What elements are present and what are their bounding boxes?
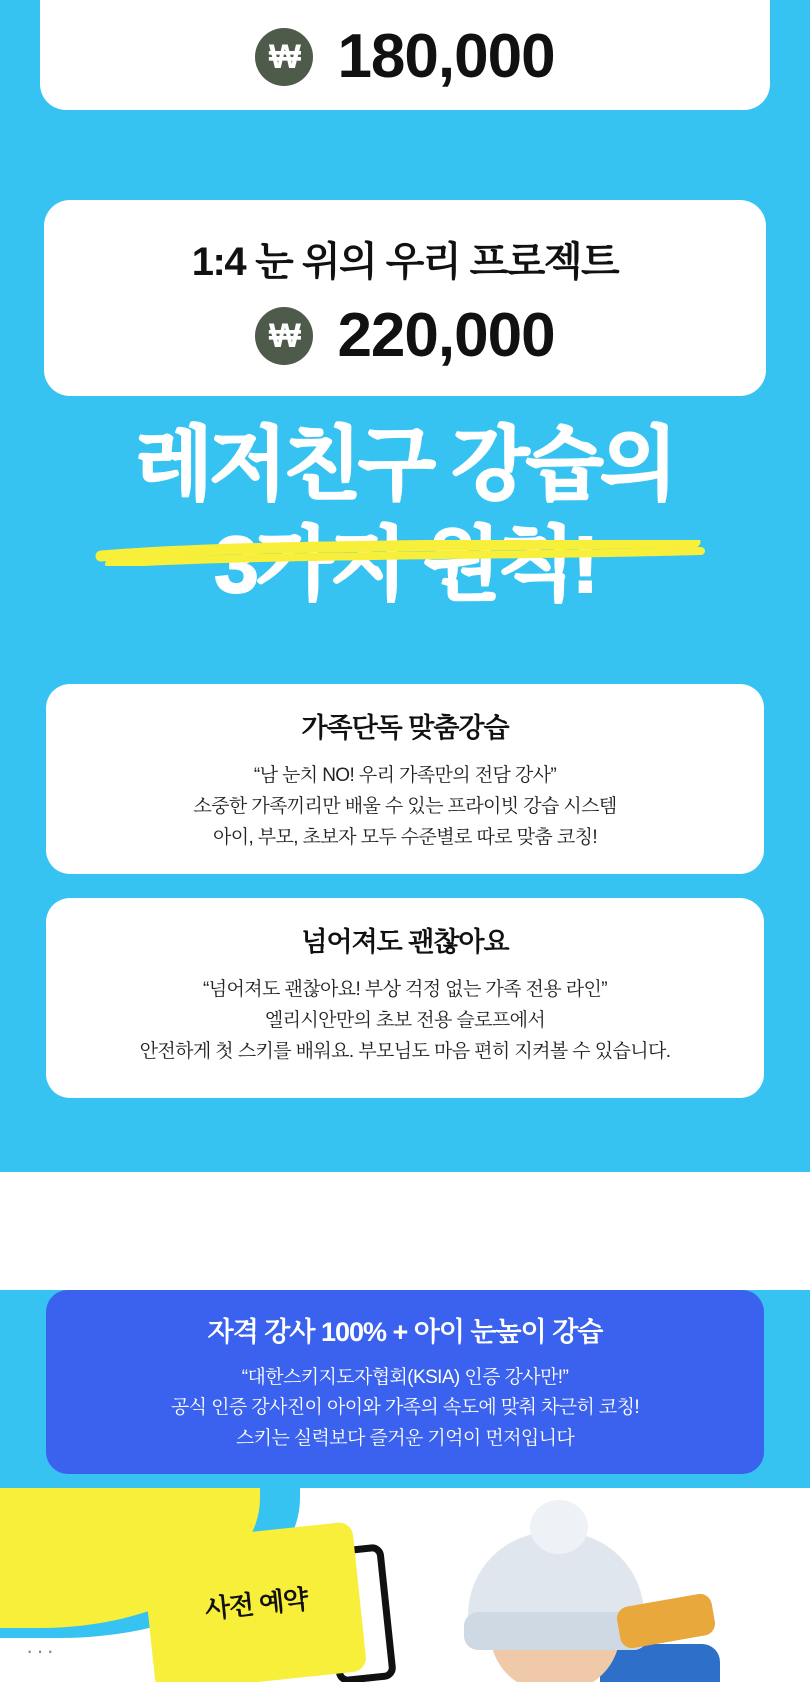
dots-decoration: ··· xyxy=(26,1638,57,1663)
bottom-banner xyxy=(0,1488,810,1682)
principle-line: 소중한 가족끼리만 배울 수 있는 프라이빗 강습 시스템 xyxy=(193,795,617,817)
reservation-badge-label: 사전 예약 xyxy=(203,1583,309,1625)
principle-line: 안전하게 첫 스키를 배워요. 부모님도 마음 편히 지켜볼 수 있습니다. xyxy=(139,1040,671,1062)
won-currency-icon: ₩ xyxy=(255,307,313,365)
principle-line: “남 눈치 NO! 우리 가족만의 전담 강사” xyxy=(253,765,557,786)
price-row-course xyxy=(255,300,555,370)
section-divider xyxy=(0,1172,810,1290)
course-title-text: 눈 위의 우리 프로젝트 xyxy=(255,239,619,284)
price-card-top xyxy=(40,0,770,110)
principle-line: “넘어져도 괜찮아요! 부상 걱정 없는 가족 전용 라인” xyxy=(203,979,607,1000)
principle-title: 넘어져도 괜찮아요 xyxy=(301,927,509,957)
principle-line: 엘리시안만의 초보 전용 슬로프에서 xyxy=(264,1009,546,1031)
course-price-card xyxy=(44,200,766,396)
highlight-line: 공식 인증 강사진이 아이와 가족의 속도에 맞춰 차근히 코칭! xyxy=(170,1397,640,1419)
won-currency-icon: ₩ xyxy=(255,28,313,86)
principle-card xyxy=(46,898,764,1098)
principle-line: 아이, 부모, 초보자 모두 수준별로 따로 맞춤 코칭! xyxy=(212,826,598,848)
highlight-card xyxy=(46,1290,764,1474)
highlight-line: “대한스키지도자협회(KSIA) 인증 강사만!” xyxy=(241,1367,569,1388)
highlight-title: 자격 강사 100% + 아이 눈높이 강습 xyxy=(207,1317,603,1347)
price-row-top xyxy=(255,22,555,91)
price-amount-course: 220,000 xyxy=(337,300,555,370)
principle-card xyxy=(46,684,764,874)
child-skier-photo xyxy=(420,1504,720,1682)
highlight-line: 스키는 실력보다 즐거운 기억이 먼저입니다 xyxy=(235,1427,575,1449)
underline-swoosh-icon xyxy=(95,540,715,566)
section-headline xyxy=(0,420,810,609)
principle-title: 가족단독 맞춤강습 xyxy=(301,713,509,743)
course-title xyxy=(192,230,618,287)
headline-line-2: 3가지 원칙! xyxy=(214,519,596,609)
pompom-shape xyxy=(530,1500,588,1554)
headline-line-1: 레저친구 강습의 xyxy=(135,420,675,509)
course-ratio: 1:4 xyxy=(191,239,246,284)
price-amount-top: 180,000 xyxy=(337,22,555,91)
